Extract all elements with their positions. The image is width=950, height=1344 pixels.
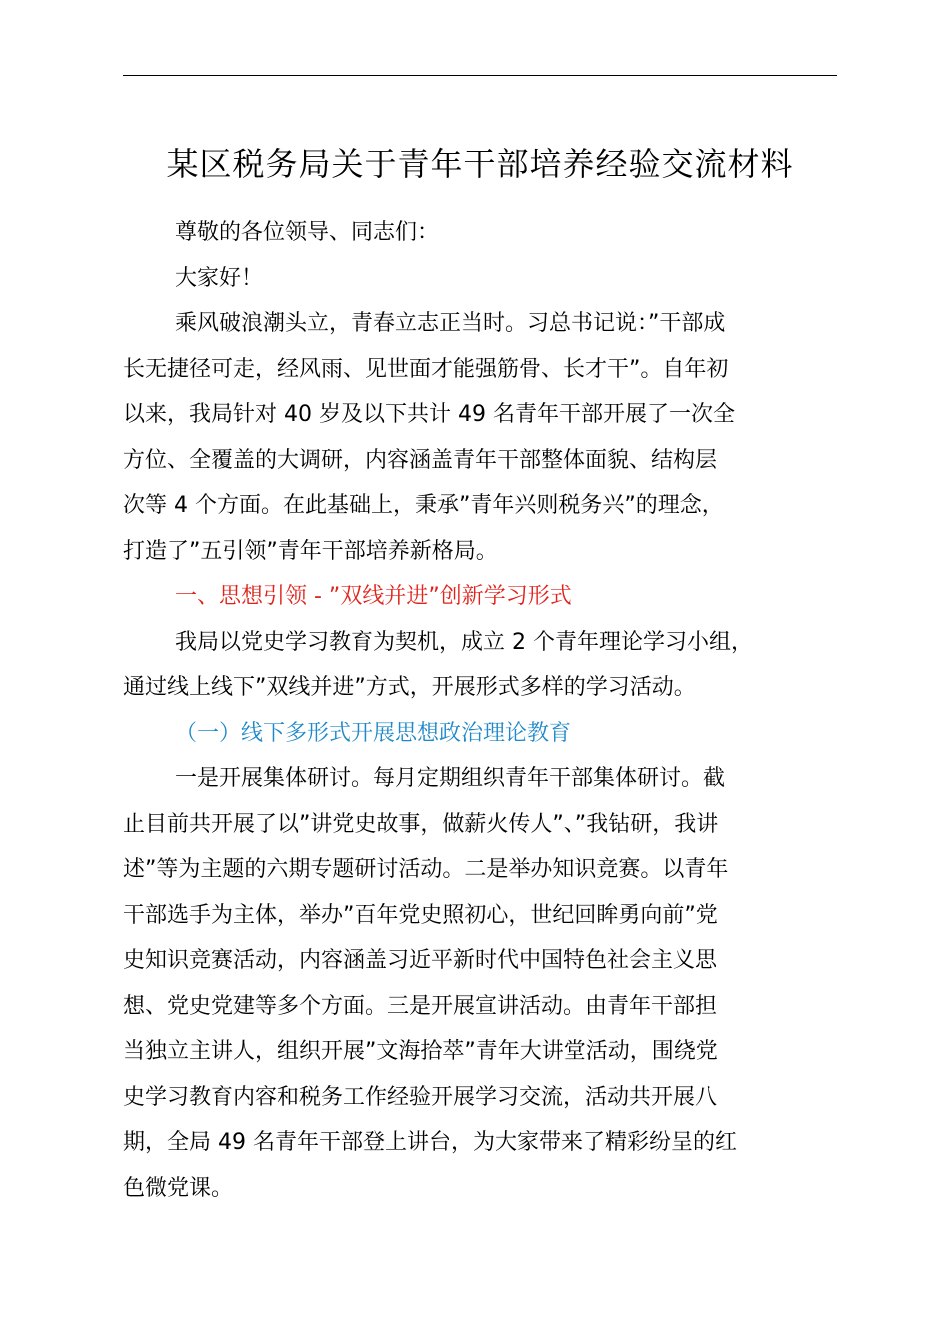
paragraph-line: 一是开展集体研讨。每月定期组织青年干部集体研讨。截 [175,766,726,791]
section-heading-1: 一、思想引领 - ”双线并进”创新学习形式 [175,584,572,609]
salutation: 尊敬的各位领导、同志们： [175,220,440,245]
greeting: 大家好！ [175,265,264,291]
paragraph-line: 止目前共开展了以”讲党史故事，做薪火传人”、”我钻研，我讲 [123,811,719,837]
paragraph-line: 我局以党史学习教育为契机，成立 2 个青年理论学习小组， [175,629,753,655]
document-body [123,210,863,1211]
paragraph-line: 想、党史党建等多个方面。三是开展宣讲活动。由青年干部担 [123,993,718,1019]
paragraph-line: 期，全局 49 名青年干部登上讲台，为大家带来了精彩纷呈的红 [123,1130,737,1155]
subsection-heading-1: （一）线下多形式开展思想政治理论教育 [175,720,572,746]
paragraph-line: 长无捷径可走，经风雨、见世面才能强筋骨、长才干”。自年初 [123,356,729,382]
paragraph-line: 通过线上线下”双线并进”方式，开展形式多样的学习活动。 [123,675,696,700]
top-rule [123,75,837,76]
document-title: 某区税务局关于青年干部培养经验交流材料 [166,145,794,183]
paragraph-line: 述”等为主题的六期专题研讨活动。二是举办知识竞赛。以青年 [123,857,729,882]
paragraph-line: 史知识竞赛活动，内容涵盖习近平新时代中国特色社会主义思 [123,948,718,973]
paragraph-line: 次等 4 个方面。在此基础上，秉承”青年兴则税务兴”的理念， [123,493,724,518]
paragraph-line: 史学习教育内容和税务工作经验开展学习交流，活动共开展八 [123,1084,718,1110]
paragraph-line: 方位、全覆盖的大调研，内容涵盖青年干部整体面貌、结构层 [123,447,718,473]
paragraph-line: 色微党课。 [123,1175,234,1201]
paragraph-line: 以来，我局针对 40 岁及以下共计 49 名青年干部开展了一次全 [123,402,735,427]
paragraph-line: 打造了”五引领”青年干部培养新格局。 [123,538,498,564]
paragraph-line: 干部选手为主体，举办”百年党史照初心，世纪回眸勇向前”党 [123,902,718,928]
paragraph-line: 当独立主讲人，组织开展”文海拾萃”青年大讲堂活动，围绕党 [123,1039,718,1064]
paragraph-line: 乘风破浪潮头立，青春立志正当时。习总书记说：”干部成 [175,311,726,336]
